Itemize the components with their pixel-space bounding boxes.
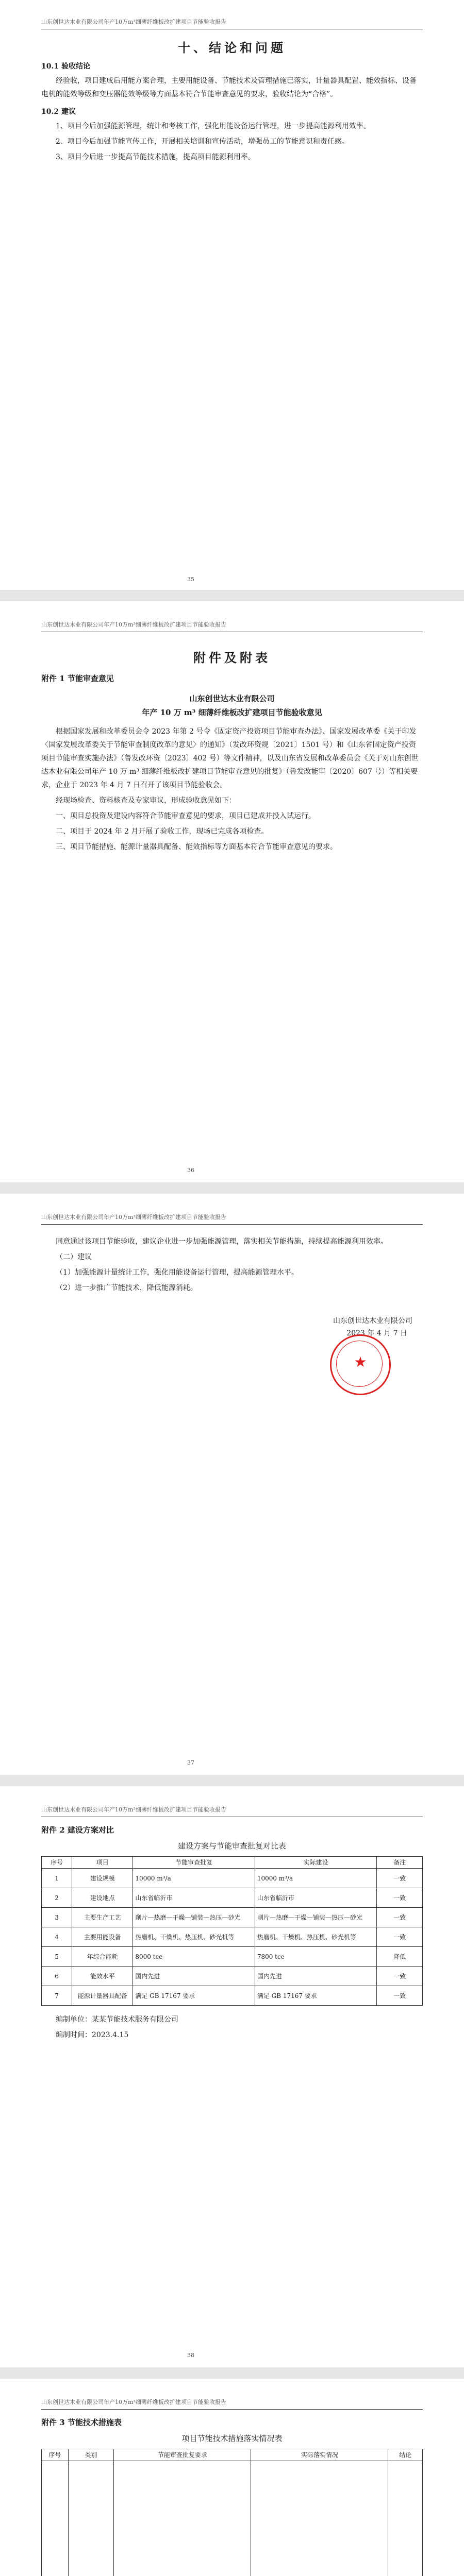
table-cell: 热磨机、干燥机、热压机、砂光机等	[255, 1927, 376, 1947]
table-cell: 8000 tce	[133, 1947, 255, 1967]
opinion-item: 一、项目总投资及建设内容符合节能审查意见的要求，项目已建成并投入试运行。	[56, 812, 316, 820]
column-header: 序号	[42, 2449, 69, 2461]
section-title: 10.2 建议	[41, 108, 76, 116]
table-cell: 国内先进	[255, 1967, 376, 1986]
table-date: 编制时间：2023.4.15	[56, 2031, 129, 2039]
table-cell: 10000 m³/a	[133, 1869, 255, 1888]
table-cell: 降低	[377, 1947, 423, 1967]
running-header: 山东创世达木业有限公司年产10万m³细薄纤维板改扩建项目节能验收报告	[41, 2391, 423, 2410]
table-cell: 一致	[377, 1967, 423, 1986]
report-page-1	[41, 10, 423, 165]
table-cell: 山东省临沂市	[133, 1888, 255, 1908]
table-cell: 建设地点	[72, 1888, 133, 1908]
table-row	[42, 1967, 423, 1986]
page-number: 37	[187, 1759, 194, 1766]
table-cell: 满足 GB 17167 要求	[133, 1986, 255, 2006]
table-cell	[114, 2461, 251, 2576]
table-cell	[42, 2461, 69, 2576]
opinion-paragraph: 同意通过该项目节能验收，建议企业进一步加强能源管理，落实相关节能措施，持续提高能源利用效率。	[56, 1238, 388, 1246]
column-header: 节能审查批复	[133, 1857, 255, 1869]
table-cell: 一致	[377, 1869, 423, 1888]
table-cell: 国内先进	[133, 1967, 255, 1986]
report-page-4	[41, 1798, 423, 2365]
table-cell: 满足 GB 17167 要求	[255, 1986, 376, 2006]
table-cell: 一致	[377, 1986, 423, 2006]
table-cell: 一致	[377, 1908, 423, 1927]
measures-table	[41, 2449, 423, 2576]
table-cell: 主要生产工艺	[72, 1908, 133, 1927]
page-gap	[0, 1775, 464, 1786]
running-header: 山东创世达木业有限公司年产10万m³细薄纤维板改扩建项目节能验收报告	[41, 613, 423, 632]
column-header: 类别	[68, 2449, 114, 2461]
table-cell: 一致	[377, 1927, 423, 1947]
requirement-item: （1）加强能源计量统计工作，强化用能设备运行管理，提高能源管理水平。	[56, 1268, 299, 1277]
table-cell: 削片—热磨—干燥—铺装—热压—砂光	[133, 1908, 255, 1927]
table-cell: 削片—热磨—干燥—铺装—热压—砂光	[255, 1908, 376, 1927]
table-cell: 5	[42, 1947, 72, 1967]
column-header: 备注	[377, 1857, 423, 1869]
column-header: 实际落实情况	[251, 2449, 388, 2461]
page-number: 36	[187, 1167, 194, 1174]
opinion-paragraph: 根据国家发展和改革委员会令 2023 年第 2 号令《固定资产投资项目节能审查办法》、国家发展改革委《关于印发〈国家发展改革委关于节能审查制度改革的意见〉的通知》（发改环资规〔2021〕1501 号）和《山东省固定资产投资项目节能审查实施办法》（鲁发改环资〔2023〕402 号）等文件精神，以及山东省发展和改革委员会《关于对山东创世达木业有限公司年产 10 万 m³ 细薄纤维板改扩建项目节能审查意见的批复》（鲁发改能审〔2020〕607 号）等相关要求，企业于 2023 年 4 月 7 日召开了该项目节能验收会。	[41, 727, 419, 789]
report-page-2	[41, 613, 423, 1180]
table-caption: 建设方案与节能审查批复对比表	[177, 1841, 286, 1851]
page-gap	[0, 590, 464, 601]
column-header: 项目	[72, 1857, 133, 1869]
company-name: 山东创世达木业有限公司	[189, 694, 275, 703]
suggestion-item: 3、项目今后进一步提高节能技术措施，提高项目能源利用率。	[56, 153, 255, 161]
table-cell: 山东省临沂市	[255, 1888, 376, 1908]
table-cell: 一致	[377, 1888, 423, 1908]
table-cell	[251, 2461, 388, 2576]
table-row	[42, 1947, 423, 1967]
table-cell: 1	[42, 1869, 72, 1888]
table-row	[42, 1888, 423, 1908]
column-header: 结论	[388, 2449, 423, 2461]
report-page-5	[41, 2391, 423, 2576]
table-row	[42, 1927, 423, 1947]
attachment-title: 附件 2 建设方案对比	[41, 1825, 114, 1835]
suggestion-item: 1、项目今后加强能源管理，统计和考核工作，强化用能设备运行管理，进一步提高能源利用效率。	[56, 122, 371, 130]
table-cell: 10000 m³/a	[255, 1869, 376, 1888]
running-header: 山东创世达木业有限公司年产10万m³细薄纤维板改扩建项目节能验收报告	[41, 1798, 423, 1817]
table-cell: 热磨机、干燥机、热压机、砂光机等	[133, 1927, 255, 1947]
comparison-table	[41, 1856, 423, 2006]
table-cell: 年综合能耗	[72, 1947, 133, 1967]
page-gap	[0, 1182, 464, 1194]
attachment-title: 附件 1 节能审查意见	[41, 674, 114, 683]
table-note: 编制单位：某某节能技术服务有限公司	[56, 2015, 178, 2024]
table-cell: 主要用能设备	[72, 1927, 133, 1947]
table-cell: 2	[42, 1888, 72, 1908]
table-cell	[68, 2461, 114, 2576]
opinion-title: 年产 10 万 m³ 细薄纤维板改扩建项目节能验收意见	[142, 708, 322, 717]
running-header: 山东创世达木业有限公司年产10万m³细薄纤维板改扩建项目节能验收报告	[41, 1206, 423, 1225]
column-header: 序号	[42, 1857, 72, 1869]
conclusion-paragraph: 经验收，项目建成后用能方案合理，主要用能设备、节能技术及管理措施已落实，计量器具配置、能效指标、设备电机的能效等级和变压器能效等级等方面基本符合节能审查意见的要求，验收结论为“合格”。	[41, 77, 417, 98]
page-number: 38	[187, 2352, 194, 2359]
table-row	[42, 1869, 423, 1888]
opinion-paragraph: 经现场检查、资料核查及专家审议，形成验收意见如下：	[56, 796, 236, 805]
attachment-title: 附件 3 节能技术措施表	[41, 2418, 122, 2427]
opinion-item: 三、项目节能措施、能源计量器具配备、能效指标等方面基本符合节能审查意见的要求。	[56, 843, 337, 851]
table-cell	[388, 2461, 423, 2576]
chapter-title: 十、结论和问题	[178, 40, 286, 55]
page-number: 35	[187, 576, 194, 583]
suggestion-item: 2、项目今后加强节能宣传工作，开展相关培训和宣传活动，增强员工的节能意识和责任感。	[56, 138, 349, 146]
table-cell: 4	[42, 1927, 72, 1947]
signing-company: 山东创世达木业有限公司	[333, 1317, 412, 1325]
running-header: 山东创世达木业有限公司年产10万m³细薄纤维板改扩建项目节能验收报告	[41, 10, 423, 29]
company-seal: ★	[330, 1334, 391, 1395]
table-caption: 项目节能技术措施落实情况表	[181, 2434, 283, 2443]
appendix-title: 附件及附表	[193, 650, 271, 665]
table-cell: 6	[42, 1967, 72, 1986]
requirement-item: （2）进一步推广节能技术，降低能源消耗。	[56, 1284, 197, 1292]
requirements-title: （二）建议	[56, 1253, 92, 1261]
report-page-3	[41, 1206, 423, 1772]
signing-date: 2023 年 4 月 7 日	[346, 1329, 407, 1337]
table-cell: 7800 tce	[255, 1947, 376, 1967]
table-cell: 能效水平	[72, 1967, 133, 1986]
table-cell: 能源计量器具配备	[72, 1986, 133, 2006]
column-header: 节能审查批复要求	[114, 2449, 251, 2461]
table-row	[42, 1908, 423, 1927]
table-cell: 7	[42, 1986, 72, 2006]
table-row	[42, 1986, 423, 2006]
table-row	[42, 2461, 423, 2576]
table-cell: 建设规模	[72, 1869, 133, 1888]
column-header: 实际建设	[255, 1857, 376, 1869]
section-title: 10.1 验收结论	[41, 62, 90, 71]
page-gap	[0, 2367, 464, 2379]
opinion-item: 二、项目于 2024 年 2 月开展了验收工作，现场已完成各项检查。	[56, 827, 269, 836]
table-cell: 3	[42, 1908, 72, 1927]
